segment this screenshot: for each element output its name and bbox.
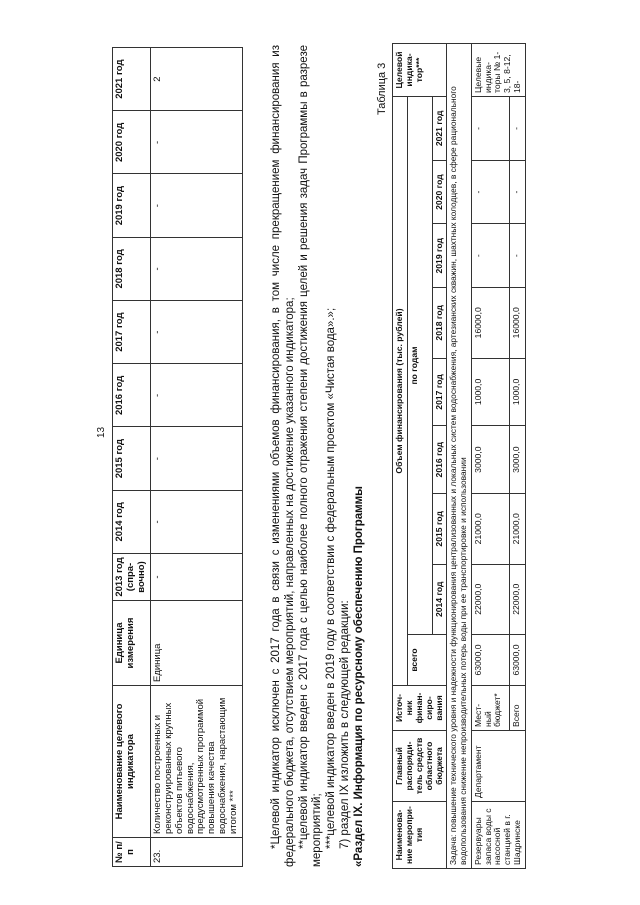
col-2019: 2019 год bbox=[113, 174, 151, 237]
source-total: Всего bbox=[509, 686, 525, 731]
footnotes bbox=[270, 45, 367, 867]
col-2018: 2018 год bbox=[113, 237, 151, 300]
col-2015: 2015 год bbox=[113, 427, 151, 490]
col-year-2019: 2019 год bbox=[432, 224, 447, 288]
row-unit: Единица bbox=[150, 601, 242, 686]
page-number: 13 bbox=[96, 426, 107, 438]
cell-2015: 21000,0 bbox=[509, 494, 525, 564]
cell-2016: 3000,0 bbox=[471, 426, 509, 494]
col-year-2017: 2017 год bbox=[432, 358, 447, 426]
note-2: **целевой индикатор введен с 2017 года с целью наиболее полного отражения степени достижения целей и решения задач Программы в разрезе мероприятий; bbox=[297, 45, 324, 867]
cell-2017: 1000,0 bbox=[509, 358, 525, 426]
value-2021: 2 bbox=[150, 48, 242, 111]
note-4: 7) раздел IX изложить в следующей редакции: bbox=[338, 600, 351, 849]
value-2015: - bbox=[150, 427, 242, 490]
resource-table bbox=[392, 43, 526, 869]
col-year-2020: 2020 год bbox=[432, 160, 447, 224]
table-3-label: Таблица 3 bbox=[376, 62, 388, 115]
cell-2018: 16000,0 bbox=[509, 288, 525, 358]
col-year-2016: 2016 год bbox=[432, 426, 447, 494]
cell-2014: 22000,0 bbox=[471, 564, 509, 634]
cell-total: 63000,0 bbox=[509, 635, 525, 686]
section-title: «Раздел IX. Информация по ресурсному обеспечению Программы bbox=[352, 486, 365, 867]
cell-2020: - bbox=[471, 160, 509, 224]
col-total: всего bbox=[407, 635, 447, 686]
table-header-row bbox=[393, 44, 408, 869]
col-source: Источ-ник финан-сиро-вания bbox=[393, 686, 447, 731]
col-activity: Наименова-ние меропри-тия bbox=[393, 802, 447, 869]
task-text: Задача: повышение технического уровня и надежности функционирования централизованных и локальных систем водоснабжения, артезианских скважин, шахтных колодцев, в сфере рационального водопользования снижение непроизводительных потерь воды при ее транспортировке и использовании bbox=[447, 44, 471, 869]
col-2016: 2016 год bbox=[113, 364, 151, 427]
cell-2019: - bbox=[509, 224, 525, 288]
col-2021: 2021 год bbox=[113, 48, 151, 111]
value-2014: - bbox=[150, 490, 242, 553]
cell-2014: 22000,0 bbox=[509, 564, 525, 634]
row-name: Количество построенных и реконструированных крупных объектов питьевого водоснабжения, предусмотренных программой повышения качества водоснабжения, нарастающим итогом *** bbox=[150, 686, 242, 838]
col-year-2018: 2018 год bbox=[432, 288, 447, 358]
activity-name: Резервуары запаса воды с насосной станцией в г. Шадринске bbox=[471, 802, 525, 869]
value-2020: - bbox=[150, 111, 242, 174]
col-2013: 2013 год (спра-вочно) bbox=[113, 554, 151, 601]
note-1: *Целевой индикатор исключен с 2017 года в связи с изменениями объемов финансирования, в том числе прекращением финансирования из федерального бюджета, отсутствием мероприятий, направленных на достижение указанного индикатора; bbox=[270, 45, 296, 867]
target-indicators-table bbox=[112, 47, 243, 867]
indicator-value: Целевые индика-торы № 1-3, 5, 8-12, 18- bbox=[471, 44, 525, 97]
cell-2020: - bbox=[509, 160, 525, 224]
table-row bbox=[471, 44, 509, 869]
value-2019: - bbox=[150, 174, 242, 237]
value-2017: - bbox=[150, 301, 242, 364]
col-manager: Главный распоряди-тель средств областного бюджета bbox=[393, 731, 447, 802]
col-num: № п/п bbox=[113, 838, 151, 867]
col-unit: Единица измерения bbox=[113, 601, 151, 686]
col-2017: 2017 год bbox=[113, 301, 151, 364]
row-num: 23. bbox=[150, 838, 242, 867]
value-2016: - bbox=[150, 364, 242, 427]
value-2018: - bbox=[150, 237, 242, 300]
cell-2018: 16000,0 bbox=[471, 288, 509, 358]
task-row bbox=[447, 44, 471, 869]
table-row bbox=[150, 48, 242, 867]
manager-name: Департамент bbox=[471, 731, 525, 802]
note-3: ***целевой индикатор введен в 2019 году в соответствии с федеральным проектом «Чистая вода».»; bbox=[325, 307, 338, 849]
value-2013: - bbox=[150, 554, 242, 601]
col-2014: 2014 год bbox=[113, 490, 151, 553]
col-2020: 2020 год bbox=[113, 111, 151, 174]
cell-2019: - bbox=[471, 224, 509, 288]
cell-2021: - bbox=[509, 97, 525, 161]
cell-2015: 21000,0 bbox=[471, 494, 509, 564]
col-year-2021: 2021 год bbox=[432, 97, 447, 161]
col-year-2014: 2014 год bbox=[432, 564, 447, 634]
col-indicator: Целевой индика-тор*** bbox=[393, 44, 447, 97]
source-local: Мест-ный бюджет* bbox=[471, 686, 509, 731]
cell-total: 63000,0 bbox=[471, 635, 509, 686]
col-by-year: по годам bbox=[407, 97, 432, 635]
col-year-2015: 2015 год bbox=[432, 494, 447, 564]
cell-2017: 1000,0 bbox=[471, 358, 509, 426]
table-header-row bbox=[113, 48, 151, 867]
cell-2016: 3000,0 bbox=[509, 426, 525, 494]
col-funding: Объем финансирования (тыс. рублей) bbox=[393, 97, 408, 686]
cell-2021: - bbox=[471, 97, 509, 161]
col-name: Наименование целевого индикатора bbox=[113, 686, 151, 838]
